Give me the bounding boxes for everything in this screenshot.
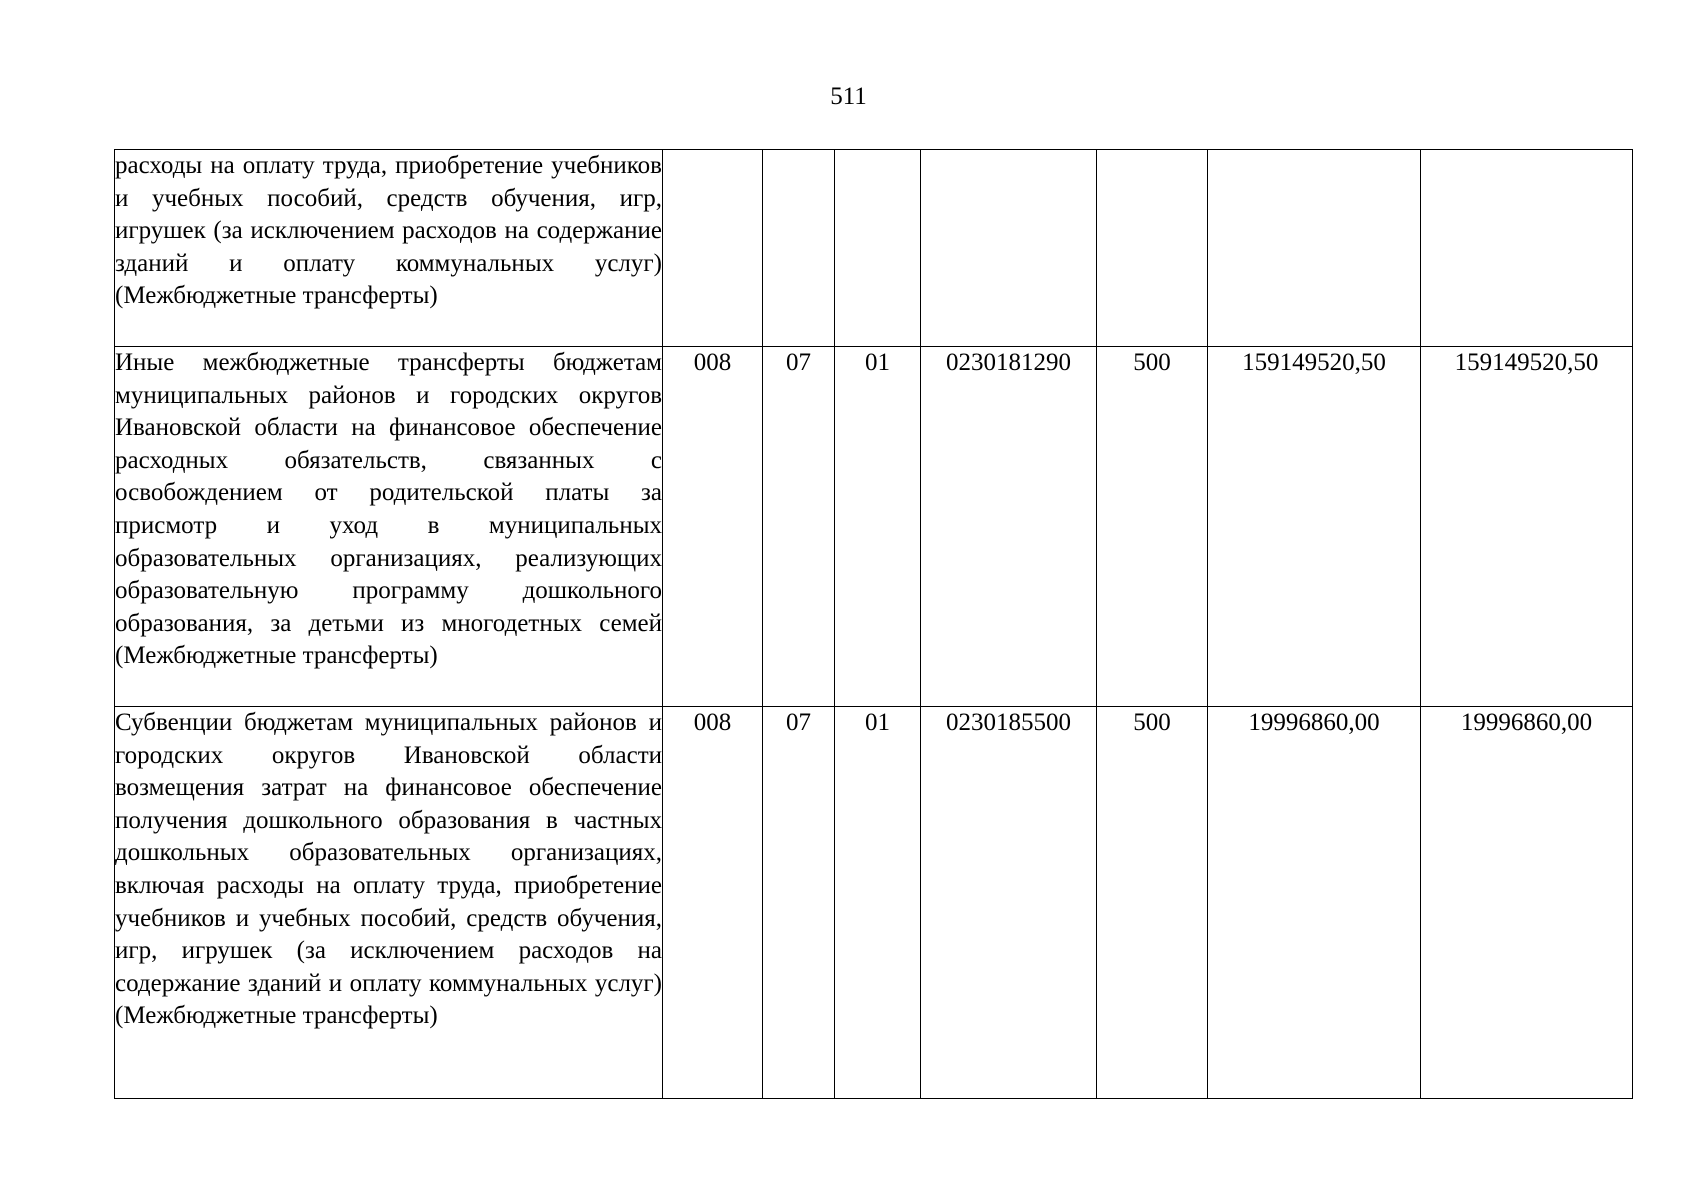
table-row	[115, 347, 1633, 707]
row-description: Субвенции бюджетам муниципальных районов и городских округов Ивановской области возмещения затрат на финансовое обеспечение получения дошкольного образования в частных дошкольных образовательных организациях, включая расходы на оплату труда, приобретение учебников и учебных пособий, средств обучения, игр, игрушек (за исключением расходов на содержание зданий и оплату коммунальных услуг) (Межбюджетные трансферты)	[115, 707, 663, 1099]
row-ministry-code	[663, 150, 763, 347]
row-amount-2	[1421, 150, 1633, 347]
row-section-code	[763, 150, 835, 347]
row-target-article: 0230181290	[921, 347, 1097, 707]
row-amount-2: 19996860,00	[1421, 707, 1633, 1099]
row-description: Иные межбюджетные трансферты бюджетам муниципальных районов и городских округов Ивановской области на финансовое обеспечение расходных обязательств, связанных с освобождением от родительской платы за присмотр и уход в муниципальных образовательных организациях, реализующих образовательную программу дошкольного образования, за детьми из многодетных семей (Межбюджетные трансферты)	[115, 347, 663, 707]
row-amount-1: 19996860,00	[1208, 707, 1421, 1099]
page-number	[0, 84, 1697, 109]
row-description: расходы на оплату труда, приобретение учебников и учебных пособий, средств обучения, игр, игрушек (за исключением расходов на содержание зданий и оплату коммунальных услуг) (Межбюджетные трансферты)	[115, 150, 663, 347]
row-amount-1	[1208, 150, 1421, 347]
row-ministry-code: 008	[663, 707, 763, 1099]
row-expense-type: 500	[1097, 707, 1208, 1099]
table-row	[115, 707, 1633, 1099]
row-subsection-code: 01	[835, 707, 921, 1099]
page-number-text: 511	[830, 83, 867, 110]
row-expense-type	[1097, 150, 1208, 347]
row-target-article: 0230185500	[921, 707, 1097, 1099]
budget-table	[114, 149, 1633, 1099]
table-row	[115, 150, 1633, 347]
row-subsection-code: 01	[835, 347, 921, 707]
row-subsection-code	[835, 150, 921, 347]
row-amount-2: 159149520,50	[1421, 347, 1633, 707]
row-expense-type: 500	[1097, 347, 1208, 707]
row-ministry-code: 008	[663, 347, 763, 707]
row-section-code: 07	[763, 347, 835, 707]
row-target-article	[921, 150, 1097, 347]
row-section-code: 07	[763, 707, 835, 1099]
row-amount-1: 159149520,50	[1208, 347, 1421, 707]
